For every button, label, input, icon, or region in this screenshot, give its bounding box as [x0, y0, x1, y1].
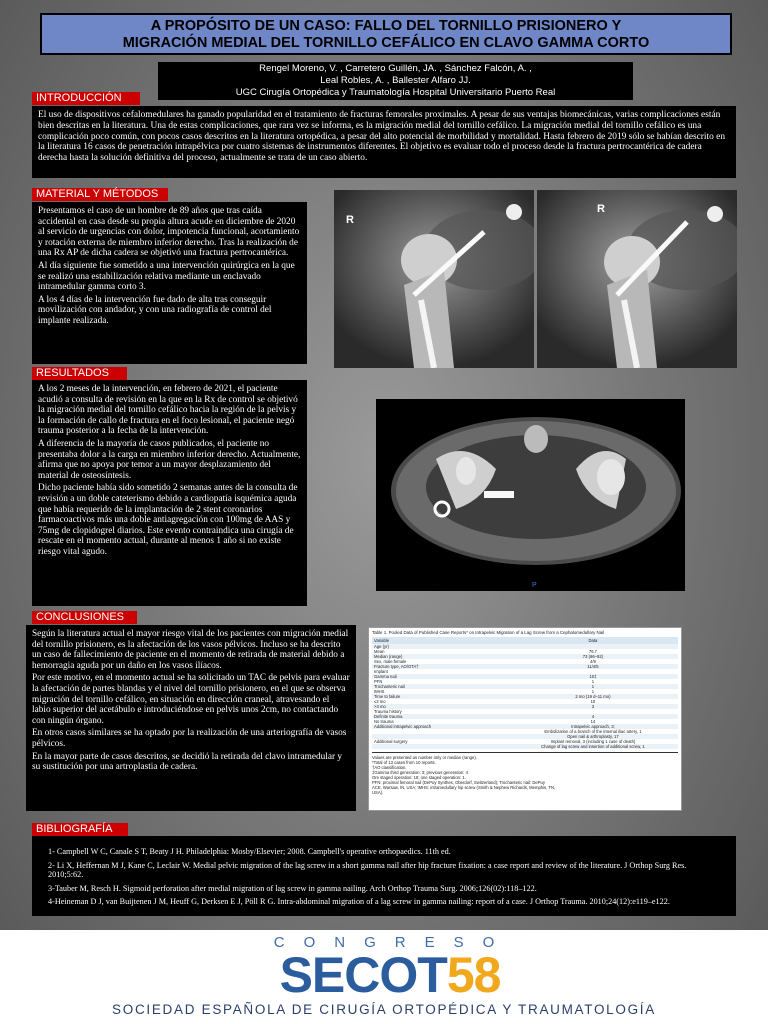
- conclusiones-paragraph-4: En la mayor parte de casos descritos, se decidió la retirada del clavo intramedular y su sustitución por una artroplastia de cadera.: [32, 751, 343, 773]
- table-header: [372, 637, 678, 644]
- table-cell-data: 4: [591, 714, 595, 719]
- table-cell-variable: Implant: [374, 669, 388, 674]
- introduccion-text: El uso de dispositivos cefalomedulares ha ganado popularidad en el tratamiento de fracturas femorales proximales. A pesar de sus ventajas biomecánicas, varias complicaciones están bien descritas en la literatura. Una de estas complicaciones, que rara vez se informa, es la migración medial del tornillo cefálico. La migración medial del tornillo cefálico es una complicación poco común, con pocos casos descritos en la literatura ortopédica, a pesar del alto potencial de morbilidad y mortalidad. Hasta febrero de 2019 sólo se habían descrito en la literatura 16 casos de penetración intrapélvica por cuatro sistemas de instrumentos diferentes. El objetivo es evaluar todo el proceso desde la fractura pertrocantérica de cadera derecha hasta la solución definitiva del proceso, actualmente se trata de un caso abierto.: [32, 106, 736, 178]
- table-cell-variable: No trauma: [374, 719, 394, 724]
- conclusiones-paragraph-3: En otros casos similares se ha optado por la realización de una arteriografía de vasos pélvicos.: [32, 728, 347, 749]
- ct-marker: P: [532, 582, 537, 589]
- reference-4: 4-Heineman D J, van Buijtenen J M, Heuff G, Derksen E J, Pöll R G. Intra-abdominal migration of a lag screw in gamma nailing: report of a case. J Orthop Trauma. 2010;24(12):e119–e122.: [48, 897, 670, 907]
- table-footnote: †AO classification.: [372, 765, 407, 770]
- table-cell-variable: IMHS: [374, 689, 385, 694]
- reference-1: 1- Campbell W C, Canale S T, Beaty J H. Philadelphia: Mosby/Elsevier; 2008. Campbell's operative orthopaedics. 11th ed.: [48, 847, 451, 856]
- table-cell-variable: Time to failure: [374, 694, 401, 699]
- table-footnote: Values are presented as number only or median (range).: [372, 755, 477, 760]
- conclusiones-paragraph-2: Por este motivo, en el momento actual se ha solicitado un TAC de pelvis para evaluar la afectación de partes blandas y el nivel del tornillo prisionero, en el que se observa migración del tornillo cefálico, en situación en dirección craneal, atravesando el labio superior del acetábulo e introduciéndose en pelvis unos 2cm, no contactando con ningún órgano.: [32, 673, 350, 726]
- table-cell-variable: Additional intrapelvic approach: [374, 724, 432, 729]
- material-text: [32, 202, 307, 364]
- table-cell-data: 14: [590, 719, 596, 724]
- table-cell-variable: Mean: [374, 649, 385, 654]
- table-cell-variable: >3 mo: [374, 704, 386, 709]
- table-cell-data: 3: [591, 704, 595, 709]
- secot-logo: [255, 948, 525, 1002]
- table-footnote: Ore staged operation: 18; one staged operation: 1.: [372, 775, 466, 780]
- resultados-paragraph-2: A diferencia de la mayoría de casos publicados, el paciente no presentaba dolor a la carga en miembro inferior derecho. Actualmente, afirma que no apoya por temor a un mayor desplazamiento del material de osteosíntesis.: [38, 438, 301, 481]
- congreso-text: CONGRESO: [273, 934, 514, 951]
- table-cell-data: 10‡: [589, 674, 597, 679]
- table-cell-data: 11/4/5: [587, 664, 599, 669]
- table-header-variable: Variable: [374, 638, 390, 643]
- table-cell-data: 1: [591, 679, 595, 684]
- material-label: MATERIAL Y MÉTODOS: [32, 188, 168, 201]
- authors-box: [158, 62, 633, 100]
- reference-2: 2- Li X, Heffernan M J, Kane C, Leclair W. Medial pelvic migration of the lag screw in a short gamma nail after hip fracture fixation: a case report and review of the literature. J Orthop Surg Res. 2010;5:62.: [48, 860, 687, 880]
- xray-migration-drawing: [537, 190, 737, 368]
- conclusiones-paragraph-1: Según la literatura actual el mayor riesgo vital de los pacientes con migración medial del tornillo prisionero, es la afectación de los vasos pélvicos. Incluso se ha descrito un caso de fallecimiento de paciente en el momento de retirada de material debido a hemorragia aguda por un daño en los vasos ilíacos.: [32, 629, 349, 671]
- title-line-1: A PROPÓSITO DE UN CASO: FALLO DEL TORNILLO PRISIONERO Y: [150, 18, 622, 34]
- table-cell-data: Embolization of a branch of the internal iliac artery, 1: [544, 729, 642, 734]
- conclusiones-text: [26, 625, 356, 811]
- xray-migration-image: [537, 190, 737, 368]
- resultados-text: [32, 380, 307, 606]
- table-cell-data: Change of lag screw and insertion of additional screw, 1: [541, 744, 645, 749]
- authors-line-2: Leal Robles, A. , Ballester Alfaro JJ.: [320, 75, 471, 86]
- table-footnote: ‡Gamma third generation: 3; previous generation: 4: [372, 770, 468, 775]
- poster-title: [40, 13, 732, 55]
- material-paragraph-3: A los 4 días de la intervención fue dado de alta tras conseguir movilización con andador, y con una radiografía de control del implante realizada.: [38, 294, 272, 326]
- table-cell-data: 76.7: [588, 649, 598, 654]
- table-footnotes: [372, 752, 678, 795]
- table-footnote: *Total of 13 cases from 10 reports.: [372, 760, 436, 765]
- table-footnote: ACE, Warsaw, IN, USA; IMHS: intramedullary hip screw (Smith & Nephew Richards, Memphis, TN,: [372, 785, 556, 790]
- table-body: [369, 644, 681, 749]
- xray-marker-right: R: [597, 203, 605, 215]
- material-paragraph-2: Al día siguiente fue sometido a una intervención quirúrgica en la que se realizó una estabilización relativa mediante un enclavado intramedular gamma corto 3.: [38, 260, 295, 293]
- table-cell-variable: PFN: [374, 679, 383, 684]
- table-cell-variable: Age (yr): [374, 644, 389, 649]
- xray-marker-left: R: [346, 214, 354, 226]
- secot-logo-text: SECOT: [279, 947, 447, 1003]
- table-cell-data: 1: [591, 689, 595, 694]
- sociedad-text: SOCIEDAD ESPAÑOLA DE CIRUGÍA ORTOPÉDICA Y TRAUMATOLOGÍA: [112, 1002, 656, 1017]
- table-cell-data: Intrapelvic approach, 3;: [571, 724, 615, 729]
- table-cell-variable: Fracture type, AO/OTA†: [374, 664, 419, 669]
- table-cell-variable: Median (range): [374, 654, 403, 659]
- table-cell-data: 2 mo (19 d–11 mo): [575, 694, 611, 699]
- table-cell-variable: Sex, male:female: [374, 659, 407, 664]
- resultados-paragraph-3: Dicho paciente había sido sometido 2 semanas antes de la consulta de revisión a un doble cateterismo debido a cardiopatía isquémica aguda que había requerido de la implantación de 2 stent coronarios farmacoactivos más una doble antiagregación con 100mg de AAS y 75mg de clopidogrel diarios. Este evento contraindica una cirugía de rescate en el momento actual, durante al menos 1 año si no existe riesgo vital agudo.: [38, 483, 298, 557]
- title-line-2: MIGRACIÓN MEDIAL DEL TORNILLO CEFÁLICO EN CLAVO GAMMA CORTO: [122, 35, 650, 51]
- xray-postop-drawing: [334, 190, 534, 368]
- reference-3: 3-Tauber M, Resch H. Sigmoid perforation after medial migration of lag screw in gamma nailing. Arch Orthop Trauma Surg. 2006;126(02):118–122.: [48, 883, 537, 893]
- authors-line-1: Rengel Moreno, V. , Carretero Guillén, JA. , Sánchez Falcón, A. ,: [259, 63, 532, 74]
- table-header-data: Data: [588, 638, 598, 643]
- table-title: Table 1. Pooled Data of Published Case Reports* on Intrapelvic Migration of a Lag Screw from a Cephalomedullary Nail: [372, 630, 605, 635]
- introduccion-label: INTRODUCCIÓN: [32, 92, 140, 105]
- ct-scan-drawing: [376, 399, 685, 591]
- table-cell-data: 10: [590, 699, 596, 704]
- table-cell-variable: Additional surgery: [374, 739, 408, 744]
- bibliografia-label: BIBLIOGRAFÍA: [32, 823, 128, 836]
- congress-footer: [0, 930, 768, 1024]
- table-row: [372, 744, 678, 749]
- ct-scan-image: [376, 399, 685, 591]
- bibliografia-text: [32, 836, 736, 916]
- affiliation: UGC Cirugía Ortopédica y Traumatología Hospital Universitario Puerto Real: [235, 87, 556, 98]
- secot-logo-number: 58: [446, 947, 501, 1003]
- table-cell-variable: [374, 744, 510, 749]
- xray-postop-image: [334, 190, 534, 368]
- resultados-label: RESULTADOS: [32, 367, 127, 380]
- table-cell-data: 1: [591, 684, 595, 689]
- table-cell-data: Open nail & arthroplasty, 17: [567, 734, 619, 739]
- table-cell-data: Implant removal, 3 (including 1 case of death): [550, 739, 636, 744]
- table-cell-variable: Trauma history: [374, 709, 402, 714]
- material-paragraph-1: Presentamos el caso de un hombre de 89 años que tras caída accidental en casa desde su propia altura acude en diciembre de 2020 al servicio de urgencias con dolor, impotencia funcional, acortamiento y rotación externa de miembro inferior derecho. Tras la realización de una Rx AP de dicha cadera se objetivó una fractura pertrocantérica.: [38, 206, 300, 259]
- table-cell-variable: Trochanteric nail: [374, 684, 405, 689]
- table-cell-variable: Gamma nail: [374, 674, 397, 679]
- resultados-paragraph-1: A los 2 meses de la intervención, en febrero de 2021, el paciente acudió a consulta de revisión en la que en la Rx de control se objetivó la migración medial del tornillo cefálico hacia la región de la pelvis y la formación de callo de fractura en el foco lesional, el paciente negó trauma posterior a la fecha de la intervención.: [38, 384, 298, 437]
- table-cell-variable: ≤3 mo: [374, 699, 386, 704]
- table-cell-data: 4/9: [590, 659, 596, 664]
- table-footnote: USA).: [372, 790, 384, 795]
- table-cell-data: 73 (66–92): [582, 654, 604, 659]
- table-footnote: PFN: proximal femoral nail (DePuy Synthes, Oberdorf, Switzerland); Trochanteric nail: DePuy: [372, 780, 545, 785]
- case-reports-table: [368, 627, 682, 811]
- conclusiones-label: CONCLUSIONES: [32, 611, 137, 624]
- table-cell-variable: Definite trauma: [374, 714, 403, 719]
